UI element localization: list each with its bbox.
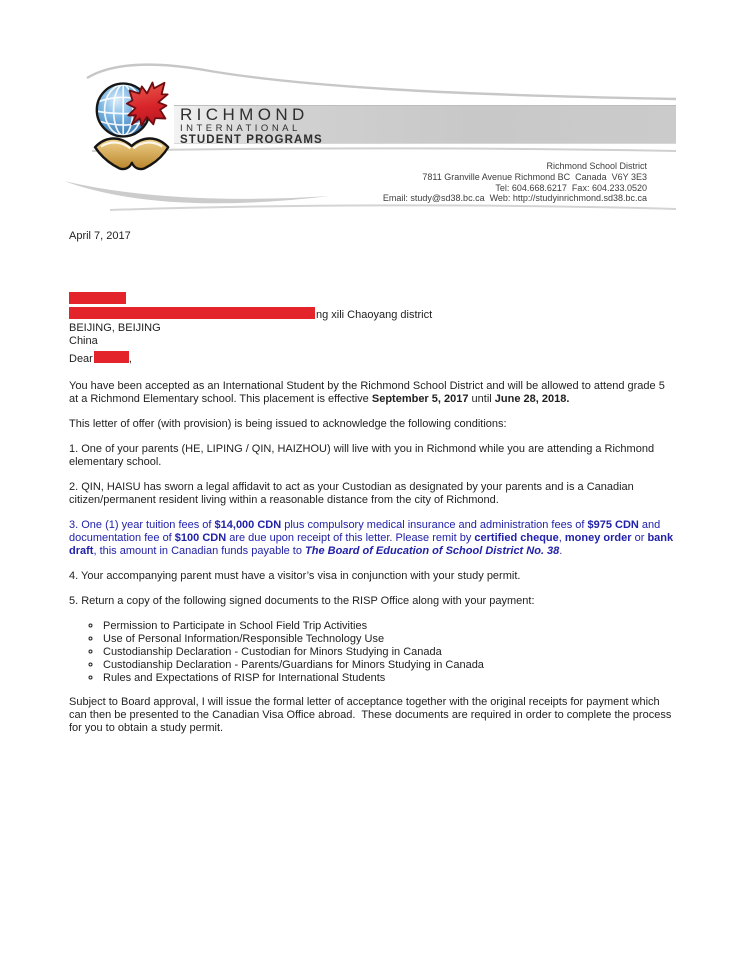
salutation (69, 351, 132, 366)
redaction-bar (94, 351, 129, 363)
salutation-prefix: Dear (69, 353, 93, 365)
recipient-address-block (69, 292, 432, 348)
list-item: ◦ Permission to Participate in School Field Trip Activities (102, 620, 677, 633)
paragraph-closing (69, 696, 677, 735)
wordmark-student-programs: STUDENT PROGRAMS (180, 134, 323, 146)
text-segment: and documentation fee of (69, 519, 661, 544)
text-segment: 3. One (1) year tuition fees of (69, 519, 215, 531)
signed-documents-list (69, 620, 677, 685)
text-segment: certified cheque (474, 532, 559, 544)
list-item: ◦ Custodianship Declaration - Custodian for Minors Studying in Canada (102, 646, 677, 659)
lower-left-swoosh-curve (64, 181, 330, 203)
text-segment: . (559, 545, 563, 557)
text-segment: plus compulsory medical insurance and administration fees of (281, 519, 588, 531)
salutation-suffix: , (128, 353, 132, 365)
letter-body (69, 380, 677, 747)
text-segment: You have been accepted as an International Student by the Richmond School District and will be allowed to attend grade 5 at a Richmond Elementary school. This placement is effective (69, 380, 665, 405)
list-item: ◦ Use of Personal Information/Responsible Technology Use (102, 633, 677, 646)
text-segment: June 28, 2018. (494, 393, 570, 405)
text-segment: 1. One of your parents (HE, LIPING / QIN, HAIZHOU) will live with you in Richmond while you are attending a Richmond elementary school. (69, 443, 655, 468)
address-line-street (69, 307, 432, 322)
wordmark (180, 106, 323, 146)
text-segment: , (558, 532, 565, 544)
address-line-redacted-name (69, 292, 432, 307)
list-item: ◦ Custodianship Declaration - Parents/Guardians for Minors Studying in Canada (102, 659, 677, 672)
paragraph-condition-4 (69, 570, 677, 583)
paragraph-acceptance (69, 380, 677, 406)
contact-address: 7811 Granville Avenue Richmond BC Canada V6Y 3E3 (422, 171, 647, 182)
text-segment: $100 CDN (174, 532, 227, 544)
bottom-swoosh-line (110, 205, 676, 210)
contact-email-web: Email: study@sd38.bc.ca Web: http://studyinrichmond.sd38.bc.ca (382, 193, 647, 204)
text-segment: money order (564, 532, 632, 544)
district-contact-block (383, 161, 647, 204)
text-segment: 2. QIN, HAISU has sworn a legal affidavit to act as your Custodian as designated by your parents and is a Canadian citizen/permanent resident living within a reasonable distance from the city of Richmond. (69, 481, 634, 506)
contact-tel-fax: Tel: 604.668.6217 Fax: 604.233.0520 (495, 182, 647, 193)
text-segment: The Board of Education of School District No. 38 (305, 545, 560, 557)
text-segment: are due upon receipt of this letter. Please remit by (226, 532, 475, 544)
wordmark-richmond: RICHMOND (180, 105, 309, 124)
address-line-city: BEIJING, BEIJING (69, 322, 161, 334)
text-segment: bank draft (69, 532, 674, 557)
paragraph-conditions-intro (69, 418, 677, 431)
text-segment: $975 CDN (587, 519, 639, 531)
paragraph-condition-1 (69, 443, 677, 469)
paragraph-condition-2 (69, 481, 677, 507)
text-segment: until (468, 393, 495, 405)
text-segment: , this amount in Canadian funds payable to (93, 545, 306, 557)
text-segment: $14,000 CDN (214, 519, 282, 531)
letter-date: April 7, 2017 (69, 230, 131, 242)
text-segment: September 5, 2017 (371, 393, 469, 405)
address-line-country: China (69, 335, 98, 347)
redaction-bar (69, 292, 126, 304)
text-segment: 5. Return a copy of the following signed documents to the RISP Office along with your payment: (69, 595, 535, 607)
address-street-suffix: ng xili Chaoyang district (316, 309, 433, 321)
text-segment: Subject to Board approval, I will issue the formal letter of acceptance together with the original receipts for payment which can then be presented to the Canadian Visa Office abroad. These documents are required in order to complete the process for you to obtain a study permit. (69, 696, 672, 734)
contact-district-name: Richmond School District (546, 161, 647, 171)
open-book-icon (95, 139, 168, 170)
paragraph-condition-5 (69, 595, 677, 608)
risp-logo (92, 74, 188, 176)
redaction-bar (69, 307, 315, 319)
list-item: ◦ Rules and Expectations of RISP for International Students (102, 672, 677, 685)
paragraph-condition-3-fees (69, 519, 677, 558)
text-segment: or (631, 532, 648, 544)
wordmark-international: INTERNATIONAL (180, 123, 301, 134)
text-segment: 4. Your accompanying parent must have a visitor’s visa in conjunction with your study permit. (69, 570, 521, 582)
text-segment: This letter of offer (with provision) is being issued to acknowledge the following conditions: (69, 418, 507, 430)
